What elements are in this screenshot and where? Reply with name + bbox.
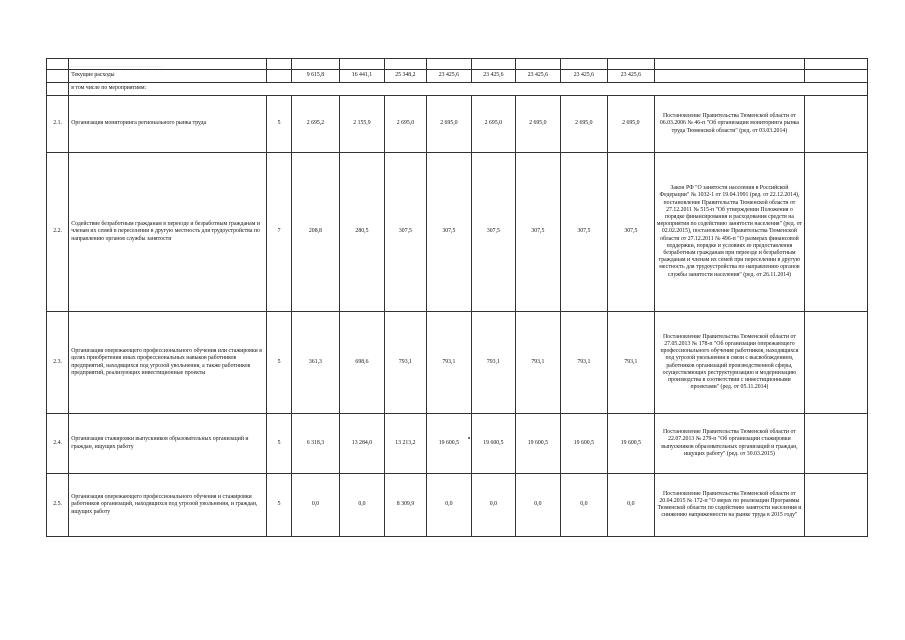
cell	[805, 153, 868, 312]
table-row	[47, 153, 868, 312]
value-cell: 0,0	[608, 474, 655, 537]
cell	[47, 70, 69, 83]
value-cell: 19 600,5	[471, 414, 515, 474]
row-number: 2.1.	[47, 96, 69, 153]
value-cell: 793,1	[560, 312, 608, 414]
value-cell: 23 425,6	[560, 70, 608, 83]
table-row	[47, 414, 868, 474]
value-cell: 23 425,6	[516, 70, 560, 83]
cell	[654, 70, 805, 83]
cell	[291, 59, 340, 70]
cell	[805, 312, 868, 414]
current-expenses-label: Текущие расходы	[69, 70, 267, 83]
activity-name: Организация опережающего профессионального обучения или стажировки в целях приобретения иных профессиональных навыков работников предприятий, находящихся под угрозой увольнения, а также работников предприятий, реализующих инвестиционные проекты	[69, 312, 267, 414]
table-row	[47, 312, 868, 414]
dotted-cell: ..............................................	[69, 59, 267, 70]
value-cell: 361,3	[291, 312, 340, 414]
source-code: 5	[267, 96, 291, 153]
legal-basis: Постановление Правительства Тюменской области от 27.05.2013 № 178-п "Об организации опережающего профессионального обучения работников, находящихся под угрозой увольнения в связи с высвобождением, работников организаций производственной сферы, осуществляющих реструктуризацию и модернизацию производства в соответствии с инвестиционными проектами" (ред. от 05.11.2014)	[654, 312, 805, 414]
cell	[340, 59, 384, 70]
value-cell: 307,5	[471, 153, 515, 312]
value-cell: 25 348,2	[384, 70, 426, 83]
row-number: 2.3.	[47, 312, 69, 414]
cell	[516, 59, 560, 70]
value-cell: 307,5	[427, 153, 471, 312]
value-cell: 2 695,0	[427, 96, 471, 153]
value-cell: 0,0	[291, 474, 340, 537]
including-row	[47, 83, 868, 96]
source-code: 7	[267, 153, 291, 312]
row-number: 2.4.	[47, 414, 69, 474]
value-cell: 307,5	[608, 153, 655, 312]
activity-name: Содействие безработным гражданам в переезде и безработным гражданам и членам их семей в переселении в другую местность для трудоустройства по направлению органов службы занятости	[69, 153, 267, 312]
value-cell: 0,0	[516, 474, 560, 537]
value-cell: 2 695,0	[384, 96, 426, 153]
legal-basis: Постановление Правительства Тюменской области от 20.04.2015 № 172-п "О мерах по реализации Программы Тюменской области по содействию занятости населения и снижению напряженности на рынке труда в 2015 году"	[654, 474, 805, 537]
cell	[654, 59, 805, 70]
legal-basis: Закон РФ "О занятости населения в Российской Федерации" № 1032-1 от 19.04.1991 (ред. от 22.12.2014), постановление Правительства Тюменской области от 27.12.2011 № 515-п "Об утверждении Положения о порядке финансирования и расходования средств на мероприятия по содействию занятости населения" (ред. от 02.02.2015), постановление Правительства Тюменской области от 27.12.2011 № 496-п "О размерах финансовой поддержки, порядке и условиях ее предоставления безработным гражданам при переезде и безработным гражданам и членам их семей при переселении в другую местность для трудоустройства по направлению органов службы занятости населения" (ред. от 26.11.2014)	[654, 153, 805, 312]
program-expenses-table	[46, 58, 868, 537]
value-cell: 0,0	[427, 474, 471, 537]
legal-basis: Постановление Правительства Тюменской области от 22.07.2013 № 279-п "Об организации стажировки выпускников образовательных организаций и граждан, ищущих работу" (ред. от 30.03.2015)	[654, 414, 805, 474]
current-expenses-row	[47, 70, 868, 83]
value-cell: 2 695,0	[608, 96, 655, 153]
table-row	[47, 96, 868, 153]
value-cell: 0,0	[340, 474, 384, 537]
scan-mark	[468, 437, 470, 439]
value-cell: 19 600,5	[516, 414, 560, 474]
value-cell: 793,1	[516, 312, 560, 414]
value-cell: 6 318,3	[291, 414, 340, 474]
value-cell: 23 425,6	[427, 70, 471, 83]
source-code: 5	[267, 414, 291, 474]
cell	[560, 59, 608, 70]
row-number: 2.5.	[47, 474, 69, 537]
source-code: 5	[267, 312, 291, 414]
cell	[805, 70, 868, 83]
cell	[47, 83, 69, 96]
row-number: 2.2.	[47, 153, 69, 312]
source-code: 5	[267, 474, 291, 537]
value-cell: 208,8	[291, 153, 340, 312]
activity-name: Организация стажировки выпускников образовательных организаций и граждан, ищущих работу	[69, 414, 267, 474]
value-cell: 2 155,9	[340, 96, 384, 153]
legal-basis: Постановление Правительства Тюменской области от 06.03.2006 № 46-п "Об организации мониторинга рынка труда Тюменской области" (ред. от 03.03.2014)	[654, 96, 805, 153]
value-cell: 13 213,2	[384, 414, 426, 474]
value-cell: 13 284,0	[340, 414, 384, 474]
cell	[805, 96, 868, 153]
activity-name: Организация мониторинга регионального рынка труда	[69, 96, 267, 153]
value-cell: 280,5	[340, 153, 384, 312]
value-cell: 2 695,0	[560, 96, 608, 153]
value-cell: 0,0	[560, 474, 608, 537]
table-top-row	[47, 59, 868, 70]
value-cell: 19 600,5	[427, 414, 471, 474]
cell	[427, 59, 471, 70]
cell	[805, 59, 868, 70]
cell	[267, 59, 291, 70]
value-cell: 307,5	[384, 153, 426, 312]
cell	[47, 59, 69, 70]
value-cell: 2 695,0	[471, 96, 515, 153]
value-cell: 793,1	[427, 312, 471, 414]
value-cell: 0,0	[471, 474, 515, 537]
cell	[267, 70, 291, 83]
value-cell: 793,1	[471, 312, 515, 414]
cell	[471, 59, 515, 70]
value-cell: 16 441,1	[340, 70, 384, 83]
value-cell: 307,5	[516, 153, 560, 312]
cell	[608, 59, 655, 70]
value-cell: 793,1	[384, 312, 426, 414]
value-cell: 793,1	[608, 312, 655, 414]
cell	[805, 474, 868, 537]
value-cell: 698,6	[340, 312, 384, 414]
table-row	[47, 474, 868, 537]
value-cell: 19 600,5	[608, 414, 655, 474]
value-cell: 9 615,8	[291, 70, 340, 83]
value-cell: 19 600,5	[560, 414, 608, 474]
including-label: в том числе по мероприятиям:	[69, 83, 868, 96]
cell	[384, 59, 426, 70]
value-cell: 307,5	[560, 153, 608, 312]
cell	[805, 414, 868, 474]
value-cell: 2 695,2	[291, 96, 340, 153]
value-cell: 23 425,6	[471, 70, 515, 83]
activity-name: Организация опережающего профессионального обучения и стажировки работников организаций, находящихся под угрозой увольнения, и граждан, ищущих работу	[69, 474, 267, 537]
value-cell: 2 695,0	[516, 96, 560, 153]
value-cell: 23 425,6	[608, 70, 655, 83]
value-cell: 8 309,9	[384, 474, 426, 537]
